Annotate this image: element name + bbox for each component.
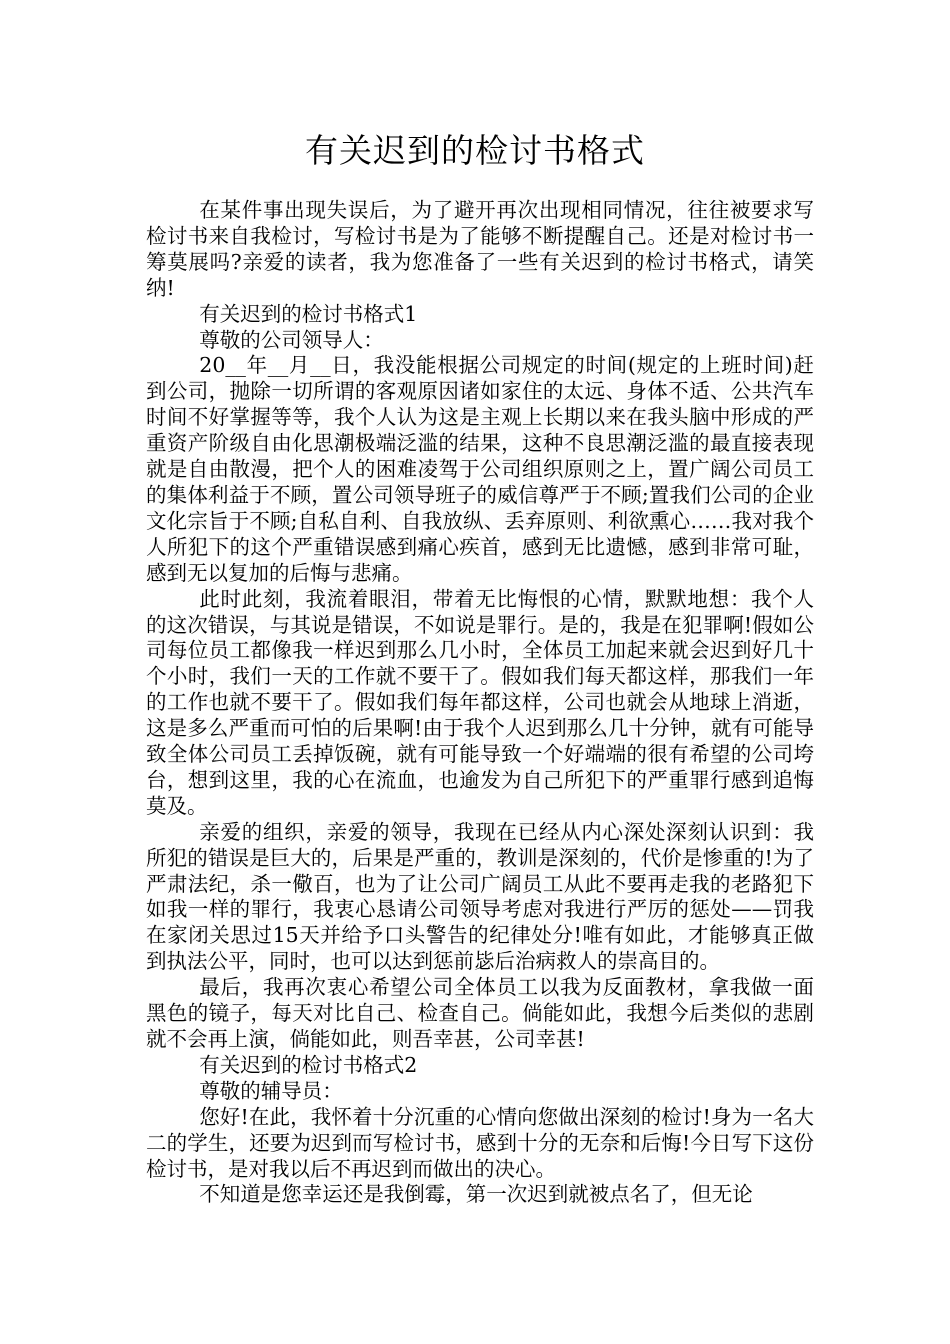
section-heading-1: 有关迟到的检讨书格式1 xyxy=(199,301,418,326)
intro-paragraph: 在某件事出现失误后，为了避开再次出现相同情况，往往被要求写检讨书来自我检讨，写检讨书是为了能够不断提醒自己。还是对检讨书一筹莫展吗?亲爱的读者，我为您准备了一些有关迟到的检讨书格式，请笑纳! xyxy=(146,198,814,300)
body-paragraph: 此时此刻，我流着眼泪，带着无比悔恨的心情，默默地想：我个人的这次错误，与其说是错误，不如说是罪行。是的，我是在犯罪啊!假如公司每位员工都像我一样迟到那么几小时，全体员工加起来就会迟到好几十个小时，我们一天的工作就不要干了。假如我们每天都这样，那我们一年的工作也就不要干了。假如我们每年都这样，公司也就会从地球上消逝，这是多么严重而可怕的后果啊!由于我个人迟到那么几十分钟，就有可能导致全体公司员工丢掉饭碗，就有可能导致一个好端端的很有希望的公司垮台，想到这里，我的心在流血，也逾发为自己所犯下的严重罪行感到追悔莫及。 xyxy=(146,586,814,818)
document-body xyxy=(146,198,814,1208)
salutation-2: 尊敬的辅导员： xyxy=(199,1078,343,1103)
document-title: 有关迟到的检讨书格式 xyxy=(305,131,645,170)
salutation-1: 尊敬的公司领导人： xyxy=(199,327,384,352)
body-paragraph: 您好!在此，我怀着十分沉重的心情向您做出深刻的检讨!身为一名大二的学生，还要为迟到而写检讨书，感到十分的无奈和后悔!今日写下这份检讨书，是对我以后不再迟到而做出的决心。 xyxy=(146,1104,814,1181)
body-paragraph: 不知道是您幸运还是我倒霉，第一次迟到就被点名了，但无论 xyxy=(199,1182,753,1207)
body-paragraph: 20__年__月__日，我没能根据公司规定的时间(规定的上班时间)赶到公司，抛除一切所谓的客观原因诸如家住的太远、身体不适、公共汽车时间不好掌握等等，我个人认为这是主观上长期以来在我头脑中形成的严重资产阶级自由化思潮极端泛滥的结果，这种不良思潮泛滥的最直接表现就是自由散漫，把个人的困难凌驾于公司组织原则之上，置广阔公司员工的集体利益于不顾，置公司领导班子的威信尊严于不顾;置我们公司的企业文化宗旨于不顾;自私自利、自我放纵、丢弃原则、利欲熏心……我对我个人所犯下的这个严重错误感到痛心疾首，感到无比遗憾，感到非常可耻，感到无以复加的后悔与悲痛。 xyxy=(146,353,814,585)
body-paragraph: 亲爱的组织，亲爱的领导，我现在已经从内心深处深刻认识到：我所犯的错误是巨大的，后果是严重的，教训是深刻的，代价是惨重的!为了严肃法纪，杀一儆百，也为了让公司广阔员工从此不要再走我的老路犯下如我一样的罪行，我衷心恳请公司领导考虑对我进行严厉的惩处——罚我在家闭关思过15天并给予口头警告的纪律处分!唯有如此，才能够真正做到执法公平，同时，也可以达到惩前毖后治病救人的崇高目的。 xyxy=(146,819,814,974)
section-heading-2: 有关迟到的检讨书格式2 xyxy=(199,1052,418,1077)
body-paragraph: 最后，我再次衷心希望公司全体员工以我为反面教材，拿我做一面黑色的镜子，每天对比自己、检查自己。倘能如此，我想今后类似的悲剧就不会再上演，倘能如此，则吾幸甚，公司幸甚! xyxy=(146,975,814,1051)
